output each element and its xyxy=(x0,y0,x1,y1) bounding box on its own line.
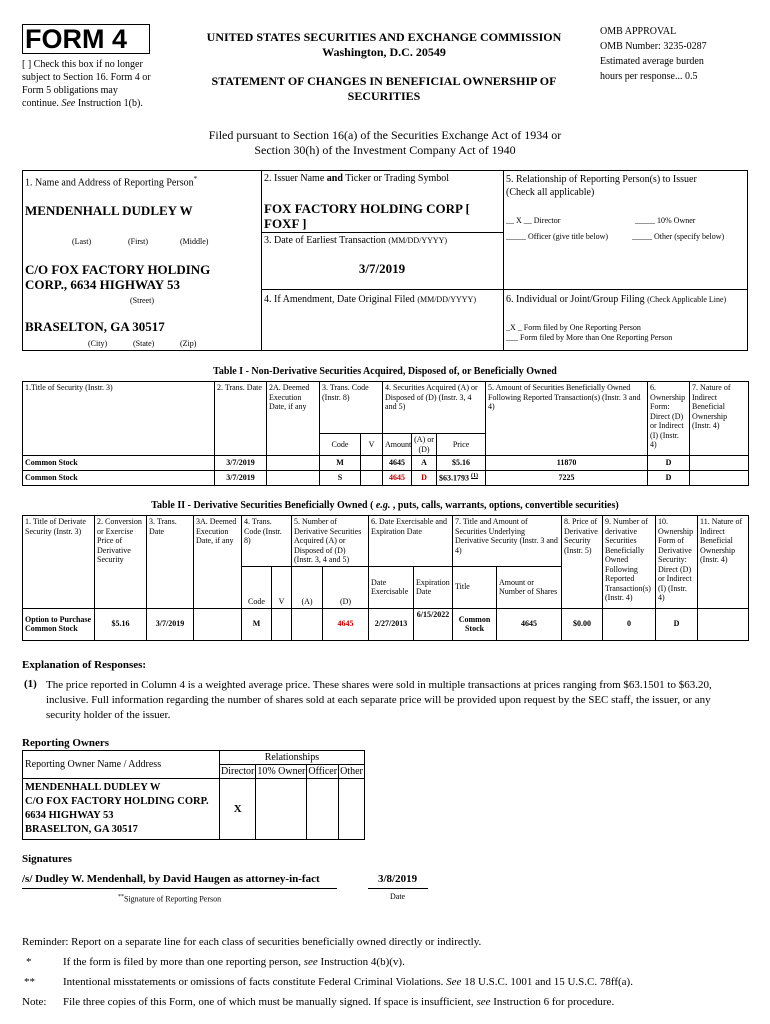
t1-cell-amount: 4645 xyxy=(383,471,412,486)
checkbox-note-line: Instruction 1(b). xyxy=(75,98,143,109)
street-address xyxy=(25,262,210,292)
filed-pursuant xyxy=(100,128,670,158)
owner-line: BRASELTON, GA 30517 xyxy=(25,824,138,835)
box3-label xyxy=(264,235,447,246)
box5-label-line: (Check all applicable) xyxy=(506,187,595,198)
signatures-heading: Signatures xyxy=(22,853,72,865)
first-label: (First) xyxy=(128,237,148,246)
footer-text: 18 U.S.C. 1001 and 15 U.S.C. 78ff(a). xyxy=(461,976,633,988)
date-line xyxy=(368,888,428,889)
t1-cell-amount: 4645 xyxy=(383,456,412,471)
t2-sub-a: (A) xyxy=(292,566,323,608)
t1-cell-form: D xyxy=(648,456,690,471)
t1-head-acquired: 4. Securities Acquired (A) or Disposed of (D) (Instr. 3, 4 and 5) xyxy=(383,382,486,434)
agency-name: UNITED STATES SECURITIES AND EXCHANGE COMMISSION xyxy=(206,30,562,44)
omb-line: hours per response... 0.5 xyxy=(600,71,698,82)
checkbox-note-line: subject to Section 16. Form 4 or xyxy=(22,72,151,83)
t2-head-3: 3. Trans. Date xyxy=(147,516,194,609)
director-check: __ X __ Director xyxy=(506,216,561,225)
t2-cell-a xyxy=(292,608,323,640)
see-italic: see xyxy=(476,996,491,1008)
box6-label-text: 6. Individual or Joint/Group Filing xyxy=(506,294,648,305)
note-label: Note: xyxy=(22,996,47,1008)
t2-cell-title: Option to Purchase Common Stock xyxy=(23,608,95,640)
checkbox-note-line: continue. xyxy=(22,98,62,109)
t2-head-8: 8. Price of Derivative Security (Instr. 5) xyxy=(562,516,603,609)
t2-sub-v: V xyxy=(272,566,292,608)
owner-other-mark xyxy=(339,779,365,840)
box4-format: (MM/DD/YYYY) xyxy=(417,295,476,304)
t2-head-2: 2. Conversion or Exercise Price of Derivative Security xyxy=(95,516,147,609)
see-italic: See xyxy=(61,98,76,109)
omb-line: OMB Number: 3235-0287 xyxy=(600,41,707,52)
statement-title: STATEMENT OF CHANGES IN BENEFICIAL OWNERSHIP OF xyxy=(211,74,557,88)
t2-head-3a: 3A. Deemed Execution Date, if any xyxy=(194,516,242,609)
box6-sub: (Check Applicable Line) xyxy=(647,295,727,304)
footer-text: If the form is filed by more than one reporting person, xyxy=(63,956,304,968)
box6-label xyxy=(506,294,726,305)
table1 xyxy=(22,381,749,486)
t2-sub-expiration: Expiration Date xyxy=(414,566,453,608)
t2-head-6: 6. Date Exercisable and Expiration Date xyxy=(369,516,453,567)
t1-cell-owned: 7225 xyxy=(486,471,648,486)
reminder: Reminder: Report on a separate line for each class of securities beneficially owned directly or indirectly. xyxy=(22,936,482,948)
t2-head-10: 10. Ownership Form of Derivative Security: Direct (D) or Indirect (I) (Instr. 4) xyxy=(656,516,698,609)
zip-label: (Zip) xyxy=(180,339,197,348)
t2-head-11: 11. Nature of Indirect Beneficial Ownership (Instr. 4) xyxy=(698,516,749,609)
t2-sub-code: Code xyxy=(242,566,272,608)
box4-label-text: 4. If Amendment, Date Original Filed xyxy=(264,294,418,305)
t2-cell-underlying-title: Common Stock xyxy=(453,608,497,640)
issuer-line: FOX FACTORY HOLDING CORP [ xyxy=(264,201,470,216)
signature-line xyxy=(22,888,337,889)
t2-cell-deemed xyxy=(194,608,242,640)
t2-cell-expiration: 6/15/2022 xyxy=(414,608,453,640)
t1-head-nature: 7. Nature of Indirect Beneficial Ownership (Instr. 4) xyxy=(690,382,749,456)
t2-cell-exercisable: 2/27/2013 xyxy=(369,608,414,640)
box5-label-line: 5. Relationship of Reporting Person(s) to Issuer xyxy=(506,174,697,185)
footnote-marker: * xyxy=(193,175,198,183)
owner-address xyxy=(23,779,220,840)
t1-sub-code: Code xyxy=(320,434,361,456)
table2-title-text: Table II - Derivative Securities Beneficially Owned ( xyxy=(151,500,376,511)
one-person-check: _X _ Form filed by One Reporting Person xyxy=(506,323,641,332)
other-check: _____ Other (specify below) xyxy=(632,232,725,241)
signature-label xyxy=(118,894,221,904)
date-label: Date xyxy=(390,892,406,901)
t1-cell-title: Common Stock xyxy=(23,456,215,471)
t2-cell-nature11 xyxy=(698,608,749,640)
footnote-star-text xyxy=(63,955,405,969)
t1-cell-ad: D xyxy=(412,471,437,486)
owners-relationships: Relationships xyxy=(220,751,365,765)
t1-cell-form: D xyxy=(648,471,690,486)
t1-head-date: 2. Trans. Date xyxy=(215,382,267,456)
t1-cell-owned: 11870 xyxy=(486,456,648,471)
box1-label xyxy=(25,175,197,188)
box2-label-text: 2. Issuer Name xyxy=(264,173,327,184)
box2-label-text: Ticker or Trading Symbol xyxy=(342,173,450,184)
t2-cell-underlying-amount: 4645 xyxy=(497,608,562,640)
table-row xyxy=(23,608,749,640)
footnote-text xyxy=(46,678,751,723)
more-person-check: ___ Form filed by More than One Reporting Person xyxy=(506,333,673,342)
agency-city: Washington, D.C. 20549 xyxy=(322,45,446,59)
t1-cell-v xyxy=(361,471,383,486)
checkbox-note-line: [ ] Check this box if no longer xyxy=(22,59,143,70)
t1-cell-date: 3/7/2019 xyxy=(215,471,267,486)
t1-cell-code: M xyxy=(320,456,361,471)
box1-label-text: 1. Name and Address of Reporting Person xyxy=(25,177,194,189)
t2-cell-d: 4645 xyxy=(323,608,369,640)
t2-sub-title: Title xyxy=(453,566,497,608)
footnote-link[interactable]: (1) xyxy=(471,473,479,480)
omb-line: OMB APPROVAL xyxy=(600,26,677,37)
t1-head-form: 6. Ownership Form: Direct (D) or Indirect (I) (Instr. 4) xyxy=(648,382,690,456)
filed-line: Section 30(h) of the Investment Company Act of 1940 xyxy=(254,143,516,157)
owner-director-mark: X xyxy=(220,779,256,840)
t2-head-7: 7. Title and Amount of Securities Underlying Derivative Security (Instr. 3 and 4) xyxy=(453,516,562,567)
footnote-star: * xyxy=(26,956,32,968)
t1-sub-ad: (A) or (D) xyxy=(412,434,437,456)
t2-head-4: 4. Trans. Code (Instr. 8) xyxy=(242,516,292,567)
box2-label-and: and xyxy=(326,173,343,184)
street-line: C/O FOX FACTORY HOLDING xyxy=(25,262,211,277)
owners-col-other: Other xyxy=(340,766,363,777)
footnote-dstar-text xyxy=(63,975,633,989)
owners-col-officer: Officer xyxy=(308,766,338,777)
see-italic: see xyxy=(303,956,318,968)
footnote-line: security holder of the issuer. xyxy=(46,709,171,721)
box4-label xyxy=(264,294,476,305)
signature-date: 3/8/2019 xyxy=(378,873,418,885)
note-text xyxy=(63,995,614,1009)
t1-cell-deemed xyxy=(267,456,320,471)
footnote-marker: ** xyxy=(118,894,124,900)
footer-text: Intentional misstatements or omissions of facts constitute Federal Criminal Violations. xyxy=(63,976,447,988)
box3-label-text: 3. Date of Earliest Transaction xyxy=(264,235,389,246)
table-row xyxy=(23,456,749,471)
t1-head-deemed: 2A. Deemed Execution Date, if any xyxy=(267,382,320,456)
ten-pct-check: _____ 10% Owner xyxy=(635,216,696,225)
table1-title: Table I - Non-Derivative Securities Acquired, Disposed of, or Beneficially Owned xyxy=(213,366,557,377)
t2-head-5: 5. Number of Derivative Securities Acquired (A) or Disposed of (D) (Instr. 3, 4 and 5) xyxy=(292,516,369,567)
signature-text: /s/ Dudley W. Mendenhall, by David Haugen as attorney-in-fact xyxy=(22,873,320,885)
table2-title-eg: e.g. xyxy=(375,500,391,511)
box3-format: (MM/DD/YYYY) xyxy=(388,236,448,245)
t2-head-9: 9. Number of derivative Securities Beneficially Owned Following Reported Transaction(s) (Instr. 4) xyxy=(603,516,656,609)
t2-cell-code: M xyxy=(242,608,272,640)
agency-block xyxy=(168,30,600,104)
t2-cell-price: $5.16 xyxy=(95,608,147,640)
t2-sub-exercisable: Date Exercisable xyxy=(369,566,414,608)
owner-10pct-mark xyxy=(256,779,307,840)
statement-title: SECURITIES xyxy=(347,89,421,103)
t2-cell-v xyxy=(272,608,292,640)
footnote-line: inclusive. Full information regarding the number of shares sold at each separate price will be provided upon request by the SEC staff, the issuer, or any xyxy=(46,694,711,706)
t2-sub-d: (D) xyxy=(323,566,369,608)
footer-text: File three copies of this Form, one of which must be manually signed. If space is insufficient, xyxy=(63,996,477,1008)
filed-line: Filed pursuant to Section 16(a) of the Securities Exchange Act of 1934 or xyxy=(208,128,562,142)
omb-line: Estimated average burden xyxy=(600,56,704,67)
t2-sub-amount: Amount or Number of Shares xyxy=(497,566,562,608)
t1-cell-nature xyxy=(690,456,749,471)
earliest-transaction-date: 3/7/2019 xyxy=(358,261,406,276)
t1-cell-code: S xyxy=(320,471,361,486)
t1-sub-price: Price xyxy=(437,434,486,456)
t1-head-amount-owned: 5. Amount of Securities Beneficially Owned Following Reported Transaction(s) (Instr. 3 and 4) xyxy=(486,382,648,456)
table2-title xyxy=(22,500,748,511)
checkbox-note-line: Form 5 obligations may xyxy=(22,85,118,96)
explanation-heading: Explanation of Responses: xyxy=(22,659,147,671)
box5-label xyxy=(506,173,697,199)
owners-col-director: Director xyxy=(221,766,255,777)
t1-price-value: $63.1793 xyxy=(439,474,470,484)
owner-officer-mark xyxy=(307,779,339,840)
city-label: (City) xyxy=(88,339,108,348)
middle-label: (Middle) xyxy=(180,237,209,246)
owners-heading: Reporting Owners xyxy=(22,737,110,749)
footnote-dstar: ** xyxy=(24,976,35,988)
officer-check: _____ Officer (give title below) xyxy=(506,232,609,241)
owners-col-10pct: 10% Owner xyxy=(257,766,306,777)
owners-table xyxy=(22,750,365,840)
t1-cell-price: $5.16 xyxy=(437,456,486,471)
t2-cell-date: 3/7/2019 xyxy=(147,608,194,640)
signature-label-text: Signature of Reporting Person xyxy=(124,894,222,904)
t1-cell-title: Common Stock xyxy=(23,471,215,486)
city-state-zip: BRASELTON, GA 30517 xyxy=(25,319,165,334)
last-label: (Last) xyxy=(72,237,92,246)
state-label: (State) xyxy=(133,339,155,348)
footer-text: Instruction 6 for procedure. xyxy=(490,996,615,1008)
table-row xyxy=(23,471,749,486)
owner-line: 6634 HIGHWAY 53 xyxy=(25,810,114,821)
table2 xyxy=(22,515,749,641)
t2-cell-form10: D xyxy=(656,608,698,640)
t1-cell-date: 3/7/2019 xyxy=(215,456,267,471)
issuer-line: FOXF ] xyxy=(264,216,307,231)
table2-title-text: , puts, calls, warrants, options, convertible securities) xyxy=(390,500,619,511)
checkbox-note xyxy=(22,58,151,110)
issuer-name xyxy=(264,201,470,231)
footer-text: Instruction 4(b)(v). xyxy=(317,956,405,968)
t2-cell-price8: $0.00 xyxy=(562,608,603,640)
t1-cell-v xyxy=(361,456,383,471)
footnote-number: (1) xyxy=(24,678,37,690)
t1-head-code: 3. Trans. Code (Instr. 8) xyxy=(320,382,383,434)
owner-line: C/O FOX FACTORY HOLDING CORP. xyxy=(25,796,209,807)
owners-col-name: Reporting Owner Name / Address xyxy=(23,751,220,779)
t2-head-1: 1. Title of Derivate Security (Instr. 3) xyxy=(23,516,95,609)
t1-cell-nature xyxy=(690,471,749,486)
t1-sub-amount: Amount xyxy=(383,434,412,456)
table-row xyxy=(23,779,365,840)
omb-box xyxy=(600,24,707,84)
form-title: FORM 4 xyxy=(25,24,128,54)
t1-cell-price xyxy=(437,471,486,486)
footnote-line: The price reported in Column 4 is a weighted average price. These shares were sold in multiple transactions at prices ranging from $63.1501 to $63.20, xyxy=(46,679,712,691)
t1-cell-ad: A xyxy=(412,456,437,471)
t2-cell-number9: 0 xyxy=(603,608,656,640)
street-line: CORP., 6634 HIGHWAY 53 xyxy=(25,277,180,292)
see-italic: See xyxy=(446,976,462,988)
t1-cell-deemed xyxy=(267,471,320,486)
box2-label xyxy=(264,173,449,184)
reporting-person-name: MENDENHALL DUDLEY W xyxy=(25,203,193,218)
owner-line: MENDENHALL DUDLEY W xyxy=(25,782,161,793)
t1-head-title: 1.Title of Security (Instr. 3) xyxy=(23,382,215,456)
street-label: (Street) xyxy=(130,296,154,305)
t1-sub-v: V xyxy=(361,434,383,456)
